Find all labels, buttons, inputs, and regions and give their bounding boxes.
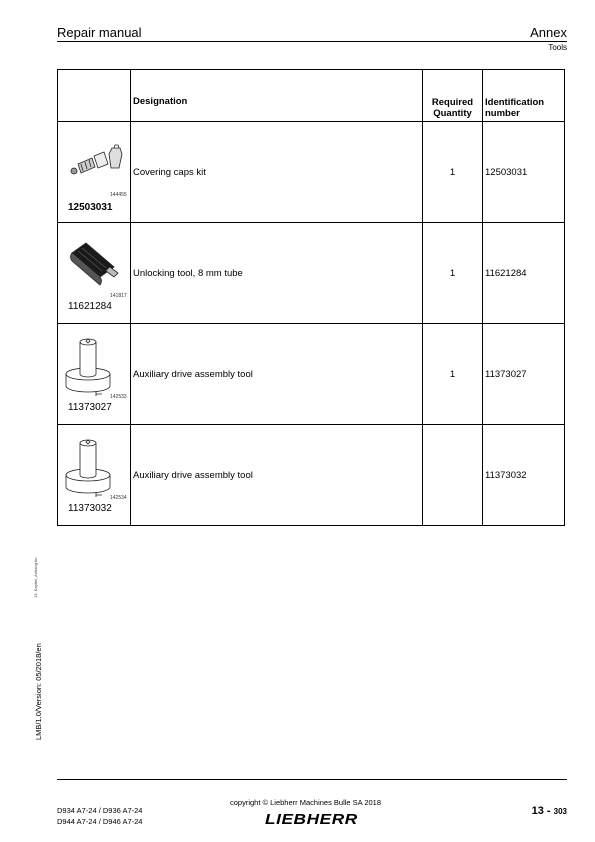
tool-quantity [423, 425, 483, 526]
figure-number: 142533 [110, 394, 127, 400]
tool-image-cell [58, 223, 131, 324]
tools-table [57, 69, 565, 526]
table-row [58, 223, 565, 324]
tool-identification: 11373027 [483, 324, 565, 425]
tool-image-cell [58, 425, 131, 526]
auxiliary-drive-tool-icon [64, 334, 114, 396]
page-chapter: 13 - [531, 805, 551, 817]
header-quantity-line2: Quantity [433, 108, 472, 119]
tool-part-number: 11373027 [68, 402, 112, 413]
header-identification [483, 70, 565, 122]
tool-identification: 11373032 [483, 425, 565, 526]
unlocking-tool-icon [66, 239, 124, 289]
figure-number: 141817 [110, 293, 127, 299]
tool-part-number: 12503031 [68, 202, 113, 213]
header-quantity [423, 70, 483, 122]
tool-quantity: 1 [423, 223, 483, 324]
tool-image-cell [58, 122, 131, 223]
table-row [58, 425, 565, 526]
footer-models-line2: D944 A7-24 / D946 A7-24 [57, 817, 143, 826]
table-header-row [58, 70, 565, 122]
table-row [58, 122, 565, 223]
tool-part-number: 11373032 [68, 503, 112, 514]
page-number [532, 805, 567, 817]
footer-models-line1: D934 A7-24 / D936 A7-24 [57, 806, 143, 815]
covering-caps-kit-icon [64, 144, 126, 184]
figure-number: 144455 [110, 192, 127, 198]
header-identification-line2: number [485, 108, 520, 119]
side-version: LMB/1.0/Version: 05/2018/en [34, 643, 43, 740]
logo-text: LIEBHERR [265, 811, 358, 828]
side-filename: 13. Kapitel_Anhang.fm [33, 557, 38, 598]
header-title: Repair manual [57, 25, 142, 40]
tool-identification: 12503031 [483, 122, 565, 223]
tool-designation: Auxiliary drive assembly tool [131, 324, 423, 425]
table-row [58, 324, 565, 425]
header-image [58, 70, 131, 122]
footer-divider [57, 779, 567, 780]
header-divider [57, 41, 567, 42]
page-value: 303 [553, 807, 567, 816]
header-designation: Designation [131, 70, 423, 122]
figure-number: 142534 [110, 495, 127, 501]
tool-identification: 11621284 [483, 223, 565, 324]
tool-quantity: 1 [423, 324, 483, 425]
tool-image-cell [58, 324, 131, 425]
header-section: Annex [530, 25, 567, 40]
tool-designation: Unlocking tool, 8 mm tube [131, 223, 423, 324]
tool-designation: Covering caps kit [131, 122, 423, 223]
footer-copyright: copyright © Liebherr Machines Bulle SA 2018 [230, 798, 382, 807]
auxiliary-drive-tool-icon [64, 435, 114, 497]
tool-designation: Auxiliary drive assembly tool [131, 425, 423, 526]
liebherr-logo [265, 811, 358, 829]
header-identification-line1: Identification [485, 97, 545, 108]
tool-quantity: 1 [423, 122, 483, 223]
tool-part-number: 11621284 [68, 301, 112, 312]
header-subsection: Tools [548, 43, 567, 52]
header-quantity-line1: Required [431, 97, 474, 108]
